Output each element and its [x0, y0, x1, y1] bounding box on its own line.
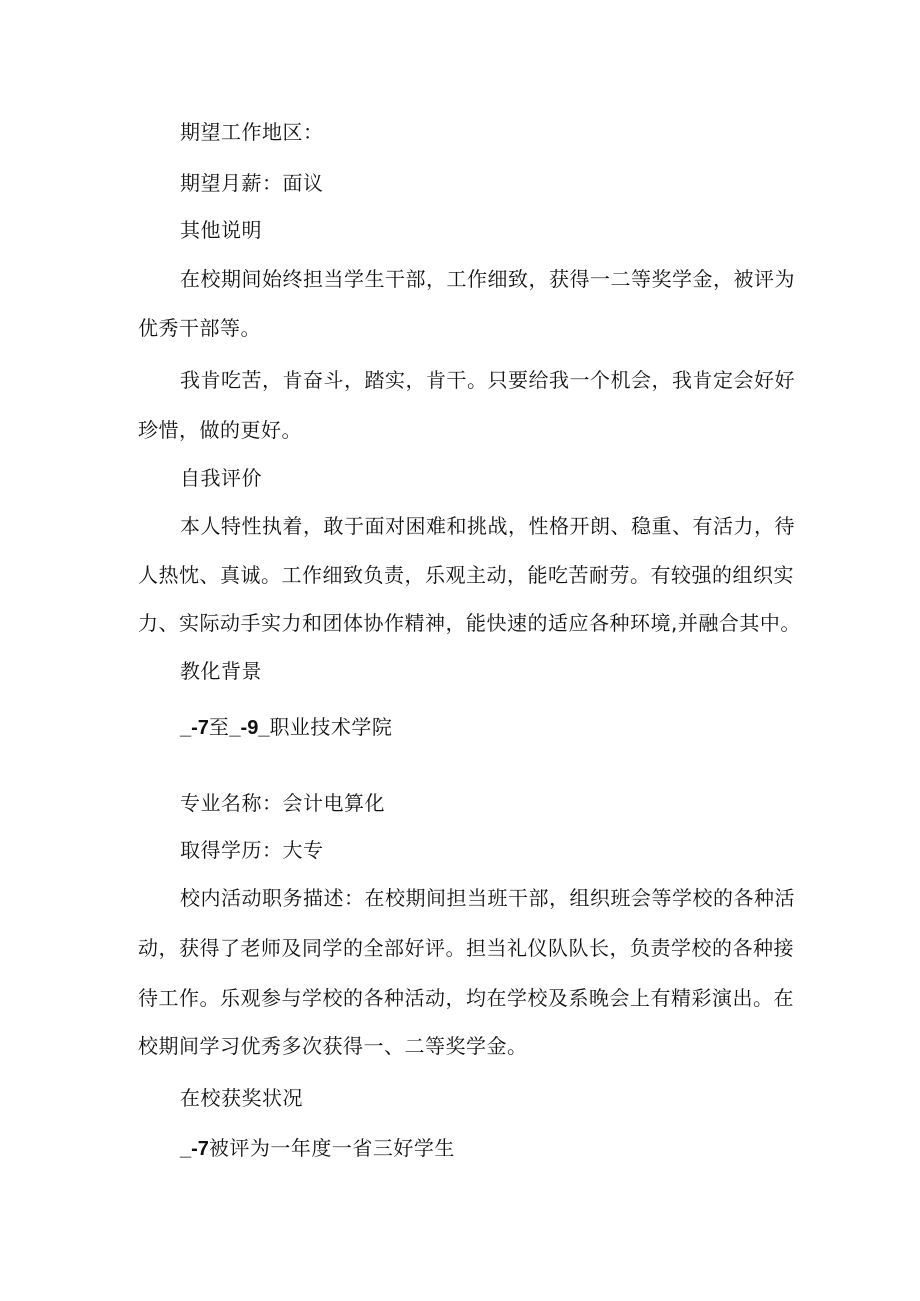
other-notes-p2-line2: 珍惜，做的更好。 — [138, 418, 302, 442]
activities-line1: 校内活动职务描述：在校期间担当班干部，组织班会等学校的各种活 — [180, 886, 795, 910]
award-item — [180, 1136, 455, 1161]
degree: 取得学历：大专 — [180, 838, 324, 862]
other-notes-p1-line1: 在校期间始终担当学生干部，工作细致，获得一二等奖学金，被评为 — [180, 267, 795, 291]
self-eval-line3: 力、实际动手实力和团体协作精神，能快速的适应各种环境,并融合其中。 — [138, 611, 801, 635]
other-notes-p1-line2: 优秀干部等。 — [138, 316, 261, 340]
expected-salary: 期望月薪：面议 — [180, 171, 324, 195]
expected-area: 期望工作地区： — [180, 120, 324, 144]
awards-heading: 在校获奖状况 — [180, 1086, 303, 1110]
award-year: _-7 — [180, 1138, 209, 1160]
major: 专业名称：会计电算化 — [180, 791, 385, 815]
award-text: 被评为一年度一省三好学生 — [208, 1136, 455, 1160]
education-school: 职业技术学院 — [269, 715, 393, 739]
activities-line2: 动，获得了老师及同学的全部好评。担当礼仪队队长，负责学校的各种接 — [138, 936, 794, 960]
activities-line4: 校期间学习优秀多次获得一、二等奖学金。 — [138, 1034, 528, 1058]
activities-line3: 待工作。乐观参与学校的各种活动，均在学校及系晚会上有精彩演出。在 — [138, 986, 794, 1010]
self-eval-line2: 人热忱、真诚。工作细致负责，乐观主动，能吃苦耐劳。有较强的组织实 — [138, 563, 794, 587]
education-end: _-9_ — [229, 717, 270, 739]
education-to: 至 — [208, 715, 230, 739]
other-notes-heading: 其他说明 — [180, 218, 262, 242]
education-period — [180, 715, 392, 740]
education-heading: 教化背景 — [180, 659, 262, 683]
other-notes-p2-line1: 我肯吃苦，肯奋斗，踏实，肯干。只要给我一个机会，我肯定会好好 — [180, 368, 795, 392]
education-start: _-7 — [180, 717, 209, 739]
self-eval-heading: 自我评价 — [180, 466, 262, 490]
self-eval-line1: 本人特性执着，敢于面对困难和挑战，性格开朗、稳重、有活力，待 — [180, 514, 795, 538]
